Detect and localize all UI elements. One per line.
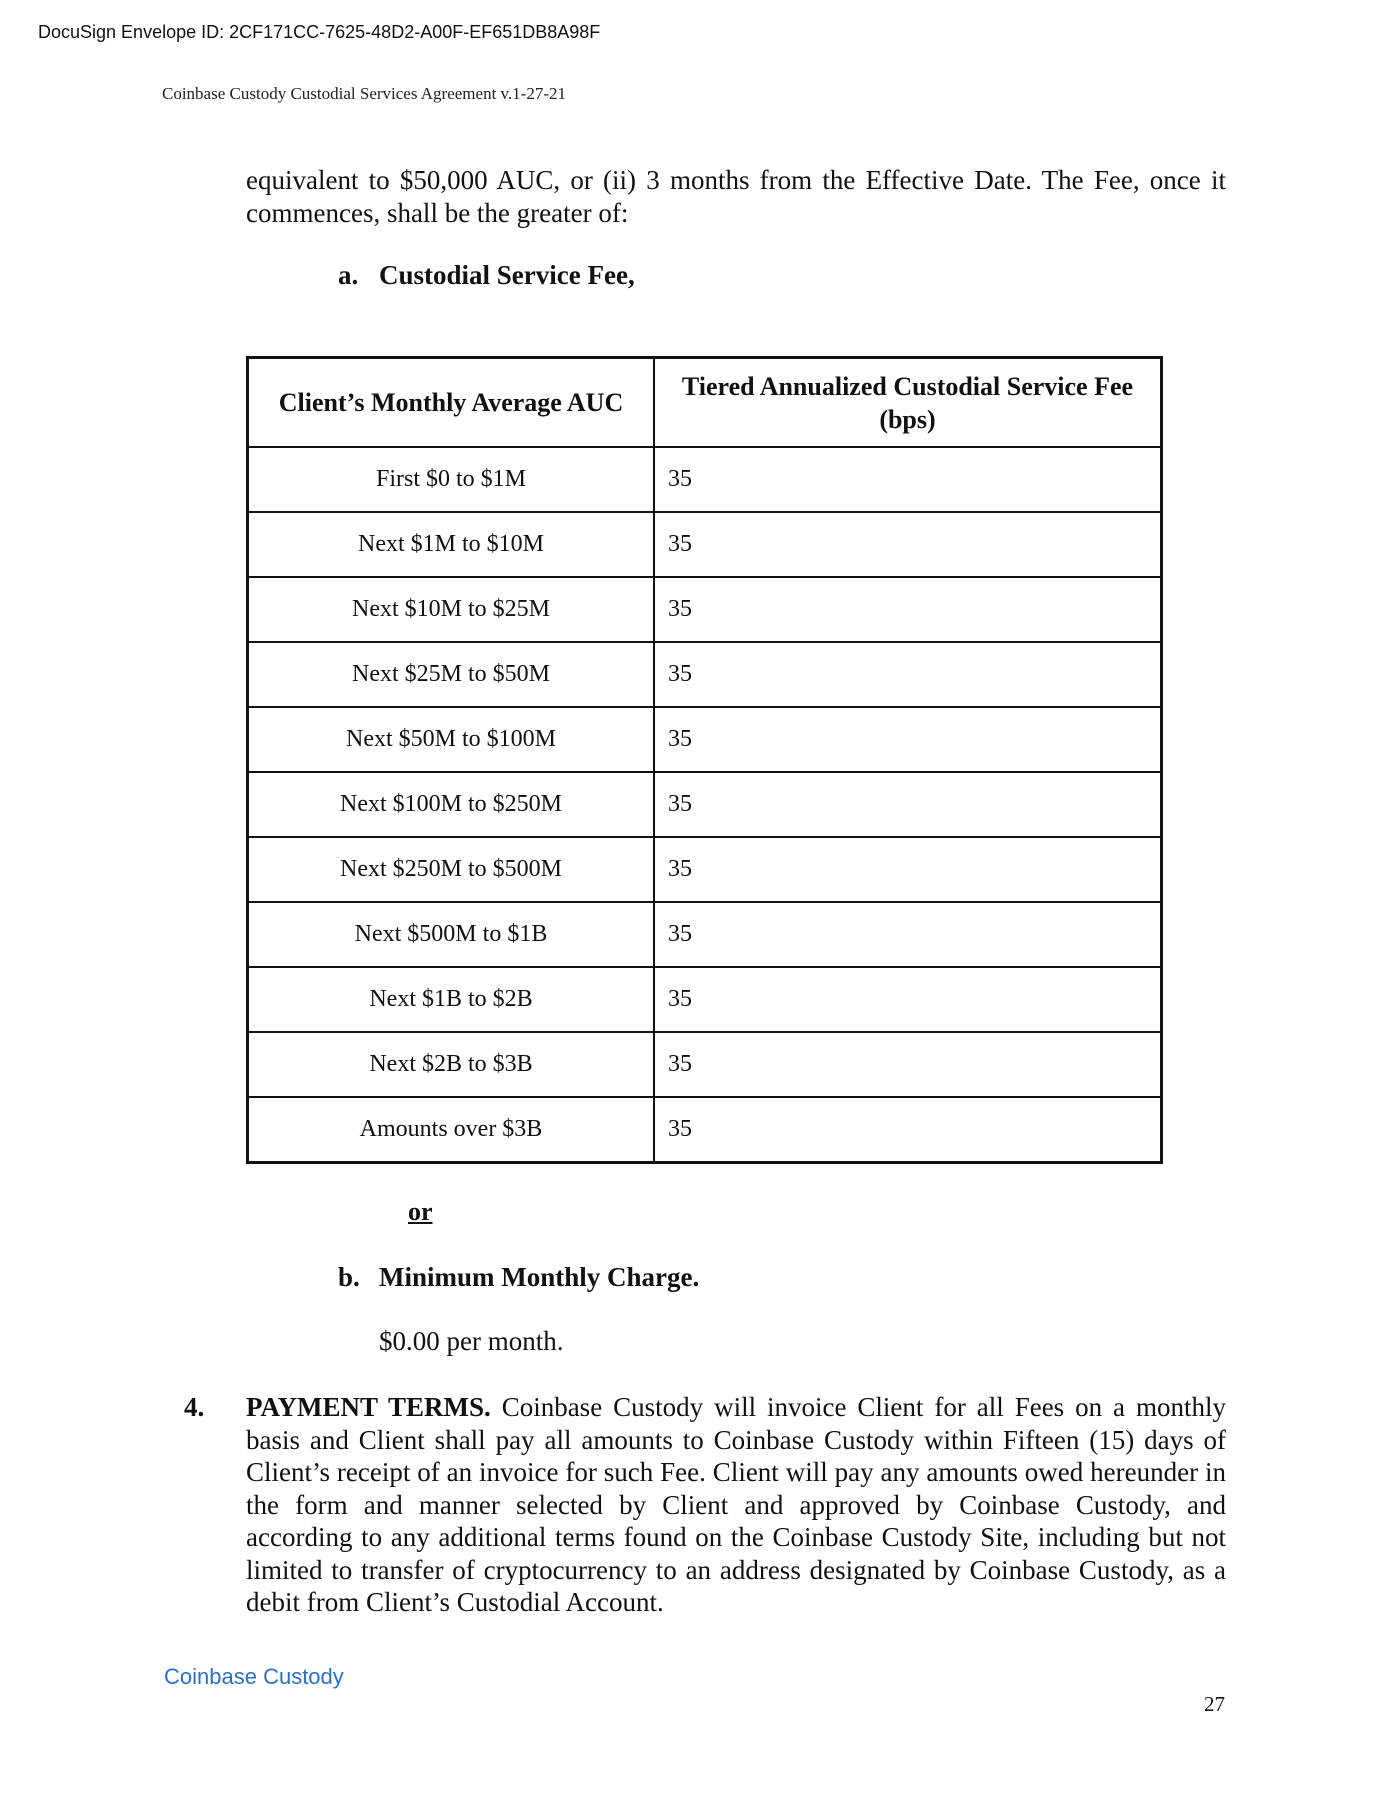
- footer-brand: Coinbase Custody: [164, 1664, 344, 1689]
- column-header-auc: Client’s Monthly Average AUC: [248, 358, 655, 448]
- table-row: [248, 1032, 1162, 1097]
- fee-bps-cell: 35: [654, 577, 1162, 642]
- tier-range-cell: First $0 to $1M: [248, 447, 655, 512]
- item-a-heading: [338, 260, 635, 291]
- fee-bps-cell: 35: [654, 772, 1162, 837]
- item-b-label: Minimum Monthly Charge.: [379, 1262, 700, 1292]
- tier-range-cell: Next $1B to $2B: [248, 967, 655, 1032]
- table-row: [248, 902, 1162, 967]
- docusign-envelope-id: DocuSign Envelope ID: 2CF171CC-7625-48D2-A00F-EF651DB8A98F: [38, 22, 601, 42]
- payment-terms-paragraph: [246, 1391, 1226, 1619]
- fee-bps-cell: 35: [654, 512, 1162, 577]
- item-b-heading: [338, 1262, 699, 1293]
- table-row: [248, 577, 1162, 642]
- tier-range-cell: Next $2B to $3B: [248, 1032, 655, 1097]
- payment-terms-heading: PAYMENT TERMS.: [246, 1392, 491, 1422]
- item-a-number: a.: [338, 260, 359, 290]
- tier-range-cell: Next $100M to $250M: [248, 772, 655, 837]
- tier-range-cell: Next $250M to $500M: [248, 837, 655, 902]
- fee-bps-cell: 35: [654, 447, 1162, 512]
- tier-range-cell: Next $500M to $1B: [248, 902, 655, 967]
- tier-range-cell: Next $50M to $100M: [248, 707, 655, 772]
- item-a-label: Custodial Service Fee,: [379, 260, 635, 290]
- table-row: [248, 967, 1162, 1032]
- table-row: [248, 707, 1162, 772]
- column-header-fee: Tiered Annualized Custodial Service Fee (bps): [654, 358, 1162, 448]
- fee-bps-cell: 35: [654, 1032, 1162, 1097]
- tier-range-cell: Next $10M to $25M: [248, 577, 655, 642]
- table-row: [248, 447, 1162, 512]
- table-row: [248, 837, 1162, 902]
- tier-range-cell: Next $25M to $50M: [248, 642, 655, 707]
- table-row: [248, 1097, 1162, 1163]
- item-b-number: b.: [338, 1262, 360, 1292]
- fee-bps-cell: 35: [654, 967, 1162, 1032]
- table-header-row: [248, 358, 1162, 448]
- fee-bps-cell: 35: [654, 902, 1162, 967]
- table-row: [248, 772, 1162, 837]
- minimum-charge-value: $0.00 per month.: [379, 1326, 564, 1356]
- fee-schedule-table: [246, 356, 1163, 1164]
- fee-table-body: [248, 447, 1162, 1163]
- fee-bps-cell: 35: [654, 707, 1162, 772]
- page-number: 27: [1204, 1692, 1225, 1716]
- payment-terms-text: Coinbase Custody will invoice Client for all Fees on a monthly basis and Client shall pay all amounts to Coinbase Custody within Fifteen (15) days of Client’s receipt of an invoice for such Fee. Client will pay any amounts owed hereunder in the form and manner selected by Client and approved by Coinbase Custody, and according to any additional terms found on the Coinbase Custody Site, including but not limited to transfer of cryptocurrency to an address designated by Coinbase Custody, as a debit from Client’s Custodial Account.: [246, 1392, 1226, 1617]
- fee-bps-cell: 35: [654, 837, 1162, 902]
- or-separator: or: [408, 1197, 433, 1226]
- table-row: [248, 642, 1162, 707]
- tier-range-cell: Next $1M to $10M: [248, 512, 655, 577]
- section-number: 4.: [184, 1392, 205, 1422]
- document-header-title: Coinbase Custody Custodial Services Agreement v.1-27-21: [162, 84, 567, 103]
- table-row: [248, 512, 1162, 577]
- tier-range-cell: Amounts over $3B: [248, 1097, 655, 1163]
- intro-paragraph: equivalent to $50,000 AUC, or (ii) 3 months from the Effective Date. The Fee, once it commences, shall be the greater of:: [246, 165, 1226, 228]
- fee-bps-cell: 35: [654, 1097, 1162, 1163]
- fee-bps-cell: 35: [654, 642, 1162, 707]
